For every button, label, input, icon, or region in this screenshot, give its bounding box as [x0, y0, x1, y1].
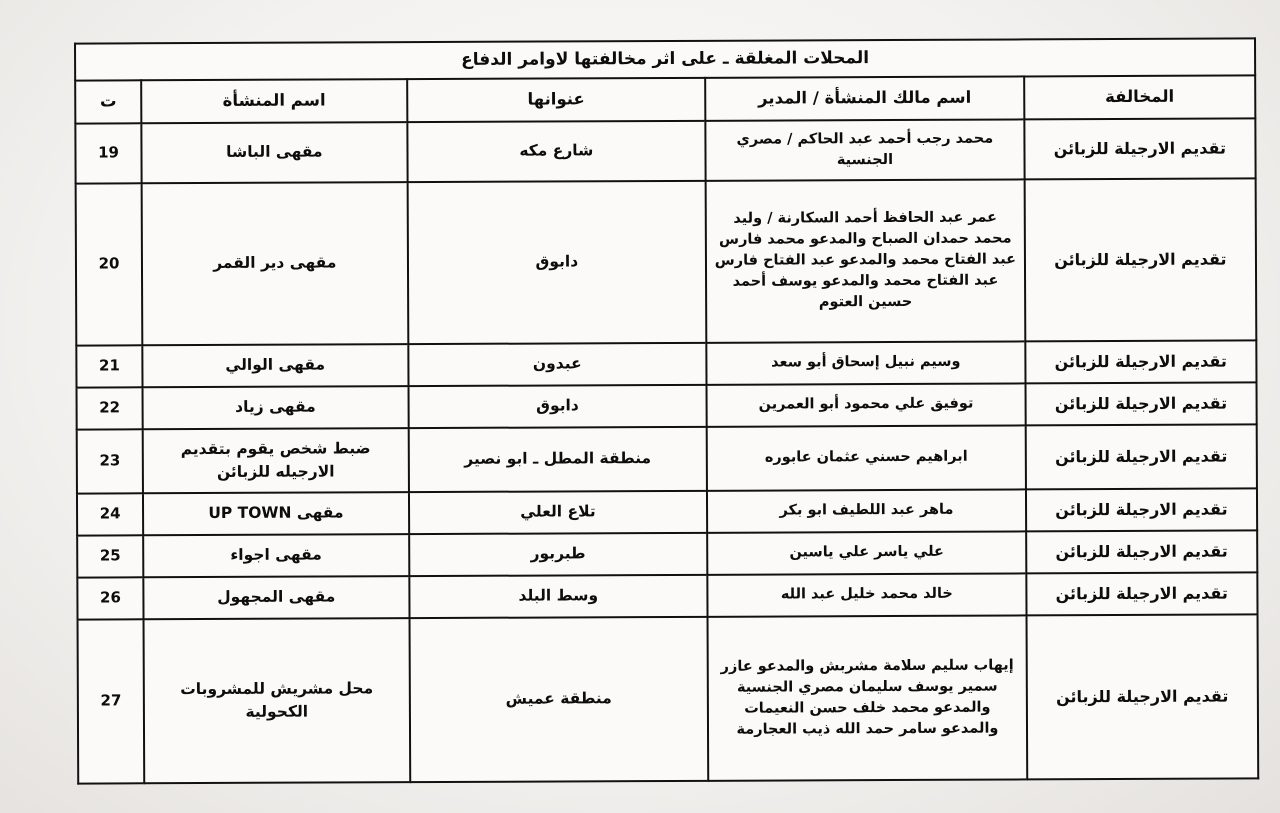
cell-owner: محمد رجب أحمد عبد الحاكم / مصري الجنسية — [705, 119, 1024, 180]
column-header-address: عنوانها — [407, 77, 706, 121]
cell-violation: تقديم الارجيلة للزبائن — [1025, 424, 1257, 489]
table-head — [75, 38, 1255, 123]
cell-owner: علي ياسر علي ياسين — [707, 531, 1026, 574]
cell-address: دابوق — [407, 180, 706, 343]
column-header-owner: اسم مالك المنشأة / المدير — [705, 76, 1024, 120]
cell-owner: خالد محمد خليل عبد الله — [707, 573, 1026, 616]
cell-index: 24 — [77, 493, 143, 535]
cell-name: مقهى الباشا — [141, 122, 407, 183]
table-row — [75, 118, 1255, 183]
cell-name: مقهى الوالي — [142, 344, 408, 387]
cell-address: طبربور — [409, 532, 708, 575]
cell-index: 23 — [77, 429, 143, 493]
cell-address: وسط البلد — [409, 574, 708, 617]
table-row — [76, 340, 1256, 387]
cell-address: دابوق — [408, 384, 707, 427]
table-row — [77, 488, 1257, 535]
table-row — [77, 530, 1257, 577]
cell-index: 26 — [77, 577, 143, 619]
cell-violation: تقديم الارجيلة للزبائن — [1025, 340, 1256, 383]
table-header-row — [75, 75, 1255, 123]
cell-name: مقهى زياد — [143, 386, 409, 429]
cell-name: مقهى دير القمر — [142, 182, 408, 345]
closed-shops-table — [74, 37, 1259, 784]
table-row — [78, 614, 1259, 783]
table-row — [77, 382, 1257, 429]
cell-violation: تقديم الارجيلة للزبائن — [1024, 118, 1256, 179]
column-header-violation: المخالفة — [1024, 75, 1255, 119]
cell-index: 21 — [76, 345, 142, 387]
cell-index: 27 — [78, 619, 145, 783]
cell-violation: تقديم الارجيلة للزبائن — [1026, 572, 1257, 615]
cell-index: 19 — [75, 123, 141, 183]
table-body — [75, 118, 1258, 783]
table-container — [74, 40, 1256, 738]
cell-owner: ابراهيم حسني عثمان عابوره — [707, 425, 1026, 490]
table-row — [77, 572, 1257, 619]
cell-name: ضبط شخص يقوم بتقديم الارجيله للزبائن — [143, 428, 409, 493]
cell-index: 22 — [77, 387, 143, 429]
document-title: المحلات المغلقة ـ على اثر مخالفتها لاوامر الدفاع — [75, 38, 1255, 80]
cell-index: 20 — [76, 183, 143, 345]
cell-owner: ماهر عبد اللطيف ابو بكر — [707, 489, 1026, 532]
cell-violation: تقديم الارجيلة للزبائن — [1026, 488, 1257, 531]
cell-address: عبدون — [408, 342, 707, 385]
cell-name: مقهى المجهول — [143, 576, 409, 619]
cell-owner: عمر عبد الحافظ أحمد السكارنة / وليد محمد حمدان الصباح والمدعو محمد فارس عبد الفتاح محمد والمدعو عبد الفتاح فارس عبد الفتاح محمد والمدعو يوسف أحمد حسين العتوم — [706, 179, 1025, 342]
cell-address: تلاع العلي — [409, 490, 708, 533]
column-header-name: اسم المنشأة — [141, 79, 407, 123]
cell-violation: تقديم الارجيلة للزبائن — [1024, 178, 1256, 341]
cell-owner: إيهاب سليم سلامة مشربش والمدعو عازر سمير يوسف سليمان مصري الجنسية والمدعو محمد خلف حسن النعيمات والمدعو سامر حمد الله ذيب العجارمة — [708, 615, 1027, 780]
cell-address: منطقة المطل ـ ابو نصير — [408, 426, 707, 491]
cell-address: منطقة عميش — [409, 616, 708, 781]
cell-owner: توفيق علي محمود أبو العمرين — [707, 383, 1026, 426]
table-row — [77, 424, 1257, 493]
cell-address: شارع مكه — [407, 120, 706, 181]
cell-violation: تقديم الارجيلة للزبائن — [1026, 530, 1257, 573]
cell-owner: وسيم نبيل إسحاق أبو سعد — [706, 341, 1025, 384]
column-header-index: ت — [75, 80, 141, 123]
cell-name: مقهى اجواء — [143, 534, 409, 577]
cell-index: 25 — [77, 535, 143, 577]
table-title-row — [75, 38, 1255, 80]
cell-name: محل مشريش للمشروبات الكحولية — [144, 618, 410, 783]
cell-violation: تقديم الارجيلة للزبائن — [1025, 382, 1256, 425]
cell-violation: تقديم الارجيلة للزبائن — [1026, 614, 1258, 779]
table-row — [76, 178, 1257, 345]
cell-name: مقهى UP TOWN — [143, 492, 409, 535]
